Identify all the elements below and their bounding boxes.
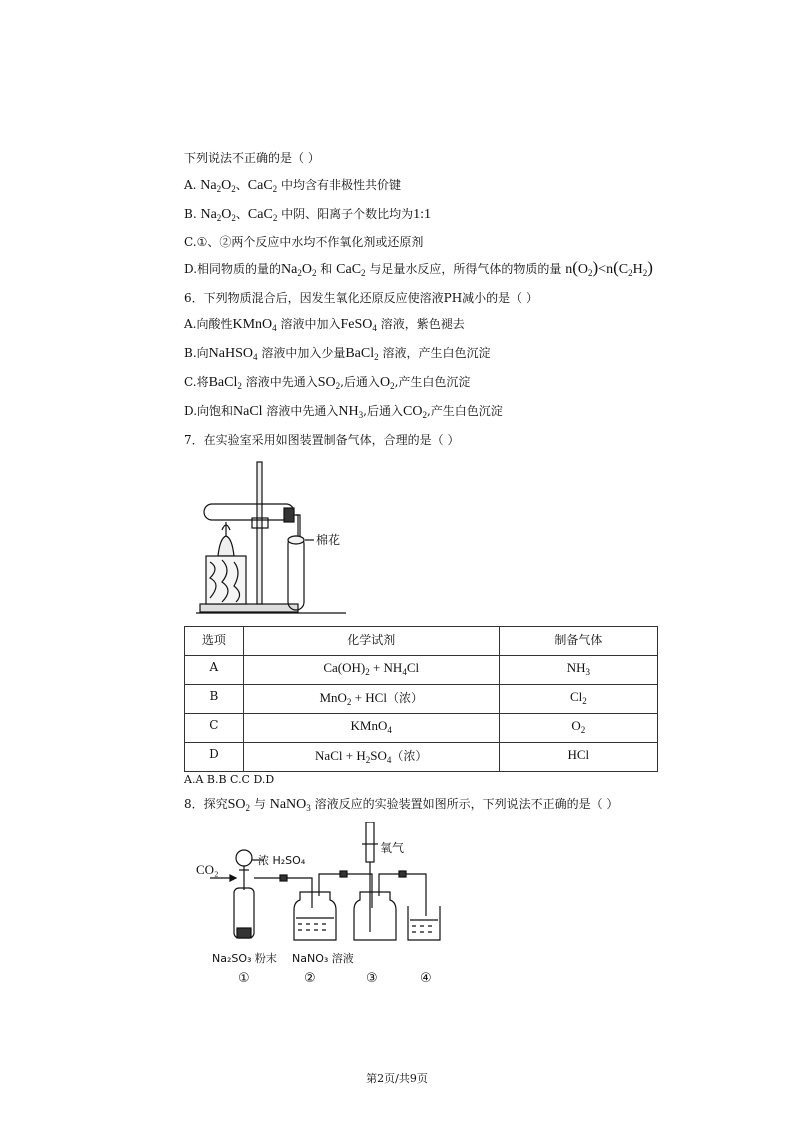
table-row (185, 714, 658, 743)
option-letter: C (209, 718, 219, 732)
apparatus-number-2: ② (304, 971, 316, 986)
question-7-stem: 7．在实验室采用如图装置制备气体，合理的是（ ） (184, 433, 460, 447)
question-5-option-a: A. $Na_2O_2$、CaC$_2$ 中均含有非极性共价键 (184, 178, 401, 194)
option-letter: B (209, 689, 219, 703)
question-6-stem: 6．下列物质混合后，因发生氧化还原反应使溶液PH减小的是（ ） (184, 291, 538, 305)
table-row (185, 656, 658, 685)
option-letter: D (209, 747, 219, 761)
options-table (184, 626, 658, 772)
apparatus-number-3: ③ (366, 971, 378, 986)
apparatus-number-1: ① (238, 971, 250, 986)
table-row (185, 743, 658, 772)
question-5-stem: 下列说法不正确的是（ ） (184, 151, 320, 165)
reagent: MnO$_2$ + HCl（浓） (319, 690, 423, 707)
question-6-option-c: C.将BaCl$_2$ 溶液中先通入$SO_2$,后通入$O_2$,产生白色沉淀 (184, 375, 471, 391)
header-option: 选项 (201, 633, 226, 647)
header-reagent: 化学试剂 (347, 633, 396, 647)
reagent: $Ca(OH)_2 + NH_4Cl$ (323, 660, 420, 677)
reagent: NaCl + $H_2SO_4$（浓） (315, 748, 428, 765)
gas: $Cl_2$ (569, 689, 587, 706)
cotton-label: 棉花 (316, 533, 341, 547)
gas: $O_2$ (571, 718, 586, 735)
conc-h2so4-label: 浓 H₂SO₄ (258, 854, 306, 867)
gas: $NH_3$ (566, 660, 590, 677)
question-5-option-c: C.①、②两个反应中水均不作氧化剂或还原剂 (184, 235, 424, 249)
nano3-solution-label: NaNO₃ 溶液 (292, 952, 354, 965)
question-6-option-b: B.向NaHSO$_4$ 溶液中加入少量BaCl$_2$ 溶液，产生白色沉淀 (184, 346, 491, 362)
header-gas: 制备气体 (554, 633, 603, 647)
question-5-option-d: D.相同物质的量的$Na_2O_2$ 和 CaC$_2$ 与足量水反应，所得气体的物质的量 $n(O_2)<n(C_2H_2)$ (184, 258, 653, 278)
na2so3-powder-label: Na₂SO₃ 粉末 (212, 952, 277, 965)
apparatus-number-4: ④ (420, 971, 432, 986)
co2-label: CO₂ (196, 862, 219, 877)
question-8-stem: 8．探究$SO_2$ 与 NaNO$_3$ 溶液反应的实验装置如图所示，下列说法不正确的是（ ） (184, 797, 619, 813)
heating-apparatus-figure (196, 458, 348, 616)
question-5-option-b: B. $Na_2O_2$、CaC$_2$ 中阴、阳离子个数比均为1:1 (184, 207, 432, 223)
question-6-option-d: D.向饱和NaCl 溶液中先通入$NH_3$,后通入$CO_2$,产生白色沉淀 (184, 404, 503, 420)
question-6-option-a: A.向酸性KMnO$_4$ 溶液中加入FeSO$_4$ 溶液，紫色褪去 (184, 317, 465, 333)
option-letter: A (209, 660, 219, 674)
so2-nano3-apparatus-figure (194, 822, 454, 988)
oxygen-label: 氧气 (380, 841, 405, 855)
page-footer: 第2页/共9页 (366, 1072, 428, 1085)
gas: HCl (567, 747, 590, 762)
table-row (185, 685, 658, 714)
reagent: KMnO$_4$ (350, 718, 392, 735)
table-header-row (185, 627, 658, 656)
question-7-answer-choices: A.A B.B C.C D.D (184, 773, 275, 786)
